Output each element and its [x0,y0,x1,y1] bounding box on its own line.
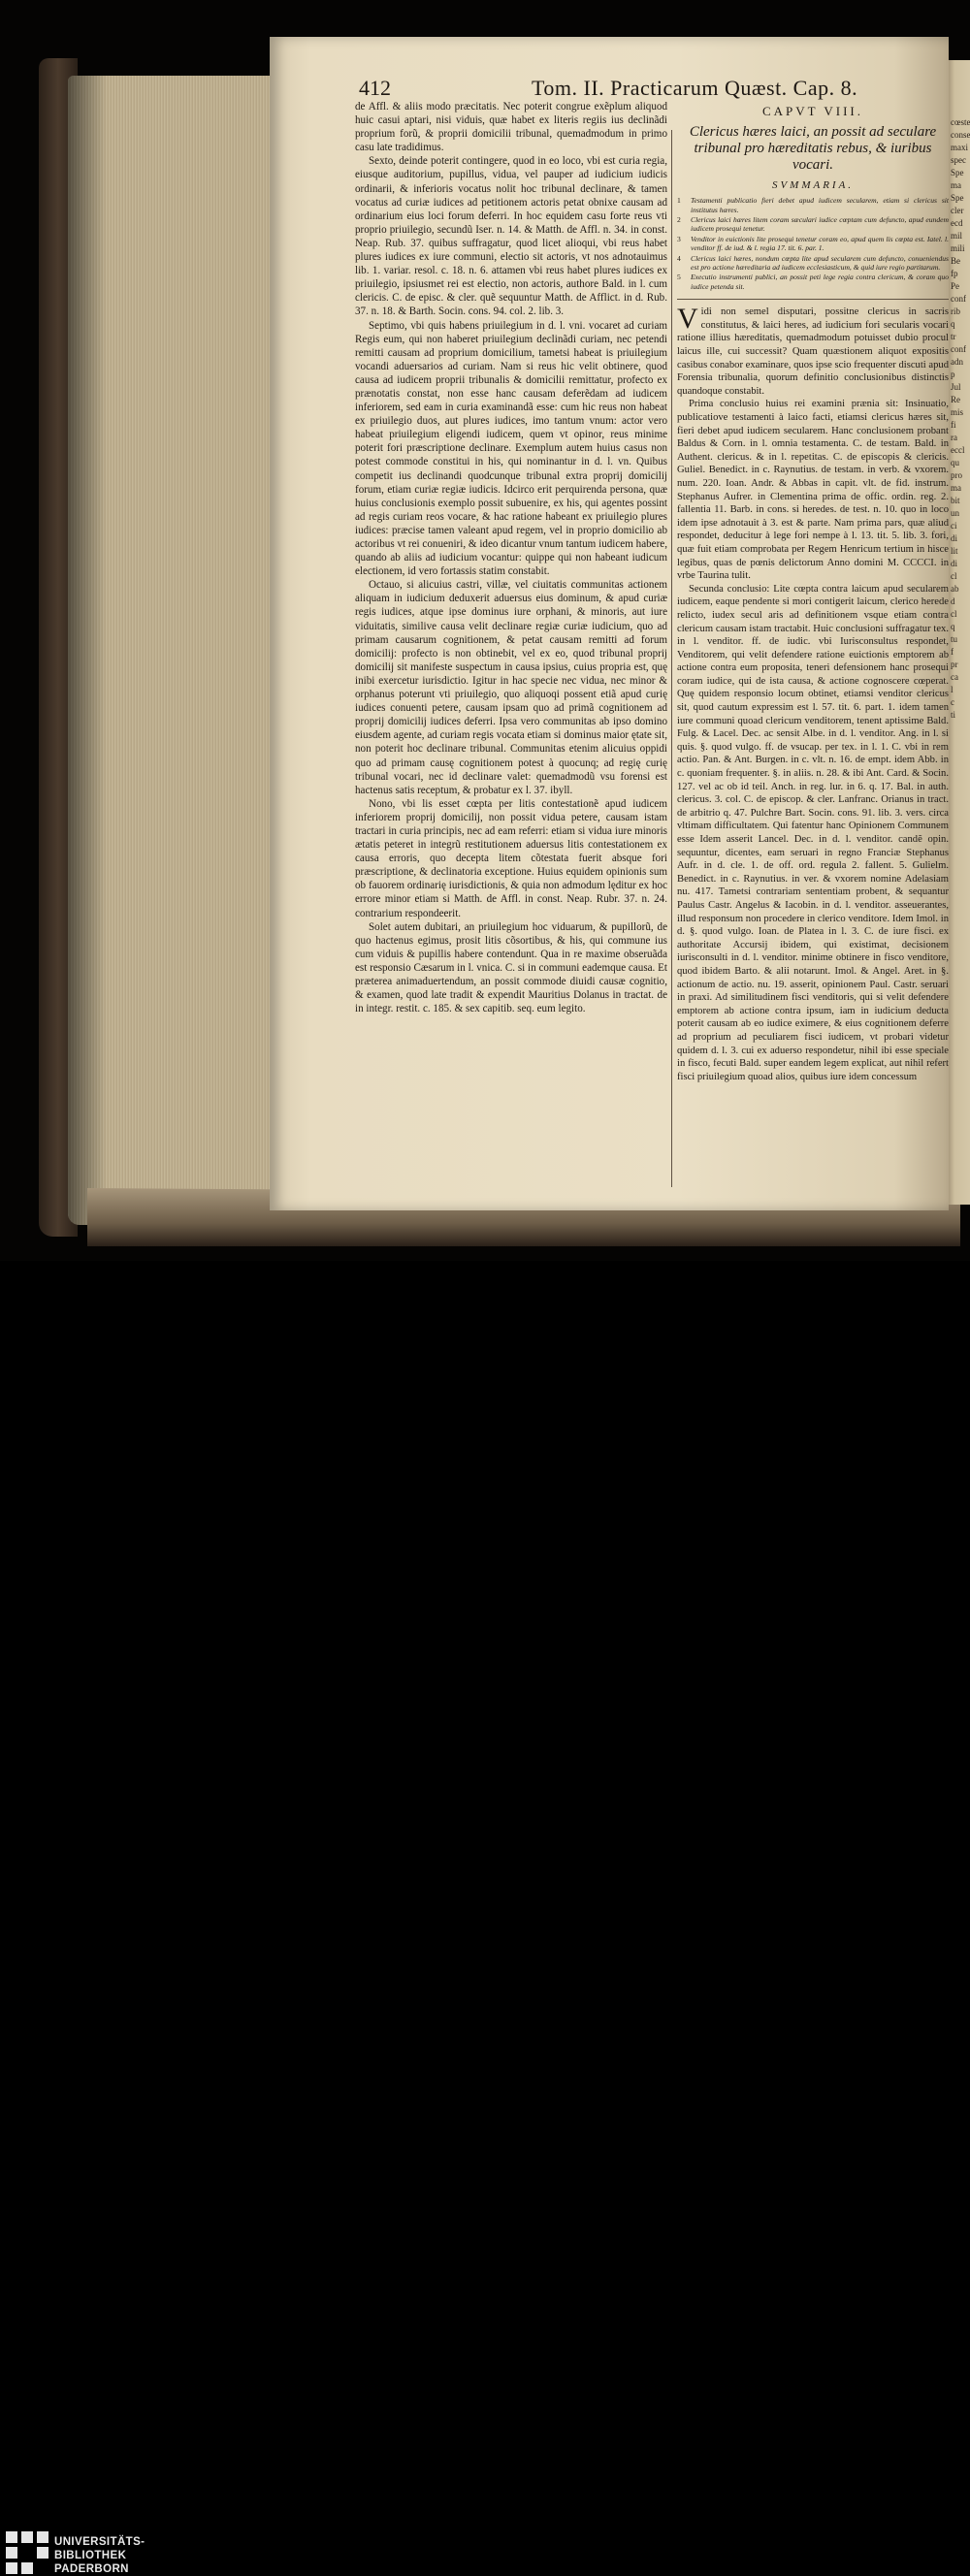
facing-page-fragment: fp [951,269,958,278]
left-paragraph: de Affl. & aliis modo præcitatis. Nec poterit congrue exẽplum aliquod huic casui aptari, nisi viduis, quæ habet ex literis regiis ius declinãdi proprium forũ, & proprii domicilii tribunal, quemadmodum in primo casu late tradidimus. [355,101,667,154]
facing-page-fragment: Be [951,256,960,266]
facing-page-fragment: eccl [951,445,965,455]
facing-page-fragment: f [951,647,954,657]
facing-page-fragment: ecd [951,218,963,228]
facing-page-fragment: qu [951,458,959,467]
facing-page-fragment: conf [951,294,966,304]
facing-page-fragment: mili [951,243,965,253]
facing-page-fragment: di [951,559,958,568]
printed-page [270,37,949,1210]
facing-page-fragment: q [951,319,955,329]
summary-item [677,254,949,273]
left-paragraph: Octauo, si alicuius castri, villæ, vel ciuitatis communitas actionem aliquam in iudicium deduxerit aduersus eius dominum, & apud curiæ regis iudices, atque ipse dominus iure orphani, & minoris, aut iure viduitatis, similive causa velit declinare regiæ curiæ iudicium, quo ad primam causarum cognitionem, & petat causam remitti ad forum domicilij: profecto is non obtinebit, vel ex eo, quod tribunal proprij domicilij sit manifeste suspectum in causa ipsius, cuius propria est, quę inibi exercetur iurisdictio. Igitur in hac specie nec vidua, nec minor & orphanus poterunt vti priuilegio, quo aliquoqi possent etiã apud curię iudices conuenti petere, causam ipsam quo ad primã cognitionem ad proprij domicilij iudices deferri. Ipsa vero communitas ab ipso domino eiusdem agente, ad curiam regis vocata etiam si dominus maior ętate sit, non poterit hoc declinare tribunal. Communitas etenim alicuius oppidi quo ad primam causę cognitionem potest à quocunq; ad regię curię tribunal vocari, nec id declinare valet: quemadmodũ vsu forensi est hactenus satis receptum, & probatur ex l. 37. ibyll. [355,579,667,796]
book-scan [0,0,970,1261]
library-logo-icon [6,2531,48,2574]
right-paragraph [677,303,949,398]
summary-item [677,235,949,253]
facing-page-fragment: di [951,533,958,543]
facing-page-fragment: q [951,622,955,631]
facing-page-fragment: mil [951,231,963,241]
facing-page-fragment: ci [951,521,957,531]
left-paragraph: Sexto, deinde poterit contingere, quod in eo loco, vbi est curia regia, eiusque auditorium, pupillus, vidua, vel pauper ad iudicium iudicis ordinarii, & inferioris vocatus nolit hoc tribunal declinare, & tamen vocatus ad curiæ iudices ad petitionem actoris petat obnixe causam ad ordinarium eius loci forum deferri. In hoc equidem casu forte reus vti proprio priuilegio, secundũ Iser. n. 14. & Matth. de Affl. n. 34. in const. Neap. Rub. 37. quibus suffragatur, quod licet alioqui, vbi reus habet plures iudices ex iure communi, electio sit actoris, vt nos adnotauimus lib. 1. variar. resol. c. 18. n. 6. attamen vbi reus habet plures iudices ex priuilegio, ipsiusmet rei est electio, non actoris, authore Bald. in l. cum clericis. C. de episc. & cler. quẽ sequuntur Matth. de Afflict. in d. Rub. 37. n. 18. & Barth. Socin. cons. 94. col. 2. lib. 3. [355,155,667,318]
facing-page-fragment: bit [951,496,960,505]
facing-page-fragment: l [951,685,954,694]
facing-page-fragment: cl [951,571,957,581]
left-paragraph: Nono, vbi lis esset cœpta per litis contestationẽ apud iudicem inferiorem proprij domicilij, non possit vidua petere, causam istam tractari in curia principis, nec ad eam referri: etiam si vidua iure minoris ætatis peteret in integrũ restitutionem aduersus litis contestationem ex causa erroris, quo decepta litem cõtestata fuerit absque fori præscriptione, & declinatoria exceptione. Huius equidem opinionis sum ob fauorem ordinarię iurisdictionis, & quia non admodum lęditur ex hoc errore minor etiam si Matth. de Affl. in const. Neap. Rubr. 37. n. 24. contrarium respondeerit. [355,797,667,919]
facing-page-fragment: lit [951,546,958,556]
facing-page-fragment: Spe [951,168,964,177]
page-edge-shadow [68,76,107,1225]
paragraph-text: idi non semel disputari, possitne clericus in sacris constitutus, & laici heres, ad iudicium fori secularis vocari ratione illius hæreditatis, quemadmodum potuisset dubio procul laicus ille, cui successit? Quam quæstionem aliquot expositis casibus conabor examinare, quos ipse scio frequenter discuti apud Forensia tribunalia, quorum definitio conclusionibus distinctis quandoque constabit. [677,306,949,397]
facing-page-text-fragments [951,116,970,1086]
facing-page-fragment: pro [951,470,962,480]
facing-page-fragment: ca [951,672,958,682]
facing-page-fragment: conf [951,344,966,354]
summary-list [677,196,949,291]
right-paragraph: Secunda conclusio: Lite cœpta contra laicum apud secularem iudicem, eaque pendente si mori contigerit laicum, clerico herede relicto, iudex secul aris ad definitionem vsque etiam contra clericum causam istam tractabit. Huic conclusioni suffragatur tex. in l. venditor. ff. de iudic. vbi Iurisconsultus respondet, Venditorem, qui velit defendere ratione euictionis emptorem ab actione contra eum proposita, teneri defensionem hanc prosequi coram iudice, qui de ista causa, & actione cognoscere cœperat. Quę quidem responsio locum obtinet, etiamsi venditor clericus sit, quod cautum expressim est l. 57. tit. 6. part. 1. idem tamen iure communi quoad clericum venditorem, tenent aptissime Bald. Fulg. & Lacel. Dec. ac sensit Albe. in d. l. venditor. Ang. in l. si quis. §. quod vulgo. ff. de vsucap. per tex. in l. 1. C. vbi in rem actio. Pan. & Ant. Burgen. in c. vlt. n. 16. de empt. idem Abb. in c. quoniam frequenter. §. in aliis. n. 28. & ibi Ant. Card. & Socin. 127. vel ac ob id teil. Anch. in reg. lur. in 6. q. 17. Bal. in auth. clericus. 3. col. C. de episcop. & cler. Lanfranc. Orianus in tract. de arbitrio q. 47. Pulchre Bart. Socin. cons. 91. lib. 3. vers. circa vltimam difficultatem. Qui fatentur hanc Opinionem Communem esse Idem asserit Lancel. Dec. in d. l. venditor. candẽ opin. sequuntur, dicentes, eam seruari in regno Franciæ Stephanus Aufr. in d. cle. 1. de off. ord. regula 2. fallent. 5. Gulielm. Benedict. in c. Raynutius. in ver. & vxorem nomine Adelasiam nu. 417. Tametsi contrariam sententiam probent, & sequantur Paulus Castr. Angelus & Iacobin. in d. l. venditor. asseuerantes, illud responsum non procedere in clerico venditore. Idem Imol. in d. §. quod vulgo. Ioan. de Platea in l. 3. C. de iure fisci. ex authoritate Accursij ibidem, qui existimat, decisionem iurisconsulti in d. l. venditor. minime obtinere in fisco venditore, quod ibidem Barto. & alii notarunt. Imol. & Angel. Aret. in §. actionum de actio. nu. 19. asserit, opinionem Paul. Castr. seruari in praxi. Ad similitudinem fisci venditoris, qui si velit defendere emptorem ab actione contra ipsum, iam in iudicium deducta poterit causam ab eo iudice eximere, & eius cognitionem deferre ad proprium ad peculiarem fisci iudicem, vt probari videtur quidem d. l. 3. cui ex aduerso respondetur, nihil ibi esse speciale in fisco, fecuti Bald. super eandem legem explicat, aut nihil refert fisci priuilegium quoad alios, quibus iure idem concessum [677,583,949,1082]
facing-page-fragment: pr [951,660,958,669]
page-number: 412 [359,76,391,100]
summary-item-number: 3 [677,234,681,243]
right-paragraphs [677,303,949,1083]
library-name [54,2535,145,2576]
chapter-heading: CAPVT VIII. [761,105,864,118]
summary-heading: SVMMARIA. [771,178,855,191]
column-divider [671,130,672,1187]
summary-divider [677,299,949,300]
library-footer [0,1261,970,2575]
left-paragraph: Solet autem dubitari, an priuilegium hoc viduarum, & pupillorũ, de quo hactenus egimus, prosit litis cõsortibus, & his, qui commune ius cum viduis & pupillis habere contendunt. Qua in re maxime obseruãda est responsio Cæsarum in l. vnica. C. si in communi eademque causa. Et præterea animaduertendum, an possit commode diuidi causæ cognitio, & examen, quod late tradit & expendit Mauritius Dolanus in tractat. de in integr. restit. c. 185. & sex capitib. seq. eum legito. [355,920,667,1015]
summary-item-text: Clericus laici hæres, nondum cœpta lite apud secularem cum defuncto, conueniendus est pro actione hæreditaria ad iudicem ecclesiasticum, & quid iure regio partitarum. [691,253,949,273]
summary-item-number: 5 [677,273,681,282]
facing-page-fragment: Jul [951,382,961,392]
library-name-line1: UNIVERSITÄTS- [54,2536,146,2548]
summary-item-number: 2 [677,215,681,224]
left-paragraph: Septimo, vbi quis habens priuilegium in d. l. vni. vocaret ad curiam Regis eum, qui non haberet priuilegium declinãdi curiam, nec petendi remitti causam ad proprium domicilium, tametsi habeat is priuilegium vocandi aduersarios ad curiam. Nam si reus hic velit obtinere, quod causa ad iudicem proprii tribunalis & domicilii remittatur, profecto ex prænotatis constat, non esse hanc causam deferẽdam ad iudicem inferiorem, sed eam in curia examinandã esse: cum hic reus non habeat ex priuilegio duos, aut plures iudices, imo tantum vnum: actor vero habeat priuilegium eligendi iudicem, quem vt opinor, reus minime poterit fori præscriptione declinare. Exemplum autem huius casus non potest commode constitui in his, qui nominantur in d. l. vn. Quibus competit ius declinandi quodcunque tribunal extra proprij domicilij forum, etiam curiæ regiæ iudicis. Idcirco erit perquirenda persona, quæ huius conclusionis exemplo possit subuenire, ex his, qui agentes possint ad regis curiam reos vocare, & hac ratione habeant ex priuilegio plures iudices: præcise tamen valeant apud regem, vel in proprio domicilio ab actoribus vt rei conueniri, & ideo dicantur vnum tantum iudicem habere, quando ab aliis ad iudicium vocantur: quippe qui non habeant iudicum electionem, id vero fortassis statim constabit. [355,319,667,578]
chapter-title: Clericus hæres laici, an possit ad seculare tribunal pro hæreditatis rebus, & iuribus vocari. [689,123,937,173]
facing-page-fragment: ab [951,584,959,594]
facing-page-fragment: tu [951,634,958,644]
running-head: Tom. II. Practicarum Quæst. Cap. 8. [532,76,858,100]
summary-item-text: Executio instrumenti publici, an possit peti lege regia contra clericum, & coram quo iudice petenda sit. [691,273,949,291]
facing-page-fragment: rib [951,306,960,316]
summary-item-number: 1 [677,196,681,206]
summary-item-text: Clericus laici hæres litem coram sæculari iudice cœptam cum defuncto, apud eundem iudicem prosequi tenetur. [691,215,949,234]
facing-page-fragment: p [951,370,955,379]
facing-page-fragment: fi [951,420,956,430]
facing-page-fragment: Re [951,395,960,404]
facing-page-fragment: c [951,697,954,707]
summary-item-text: Venditor in euictionis lite prosequi tenetur coram eo, apud quem lis cœpta est. Iatel. l. venditor ff. de iud. & l. regia 17. tit. 6. par. 1. [691,234,949,253]
facing-page-fragment: cler [951,206,964,215]
facing-page-fragment: un [951,508,959,518]
facing-page-fragment: maxi [951,143,968,152]
facing-page-fragment: adn [951,357,963,367]
facing-page-fragment: Spe [951,193,964,203]
facing-page-fragment: cl [951,609,957,619]
facing-page-fragment: tr [951,332,956,341]
library-name-line2: BIBLIOTHEK [54,2550,127,2561]
right-paragraph: Prima conclusio huius rei examini prænia sit: Insinuatio, publicatiove testamenti à laico facti, etiamsi clericus hæres sit, fieri debet apud iudicem secularem. Hanc conclusionem probant Baldus & Corn. in l. omnia testamenta. C. de testam. Bald. in Authent. clericus. & in l. repetitas. C. de episcopis & clericis. Guliel. Benedict. in c. Raynutius. de testam. in verb. & vxorem. num. 220. Ioan. Andr. & Abbas in capit. vlt. de fid. instrum. Stephanus Aufrer. in Clementina prima de offic. ordin. reg. 2. fallentia 11. Barb. in cons. si heredes. de test. n. 10. quo in loco idem ipse adnotauit à 3. est & parte. Nam prima pars, quæ aliud respondet, deducitur à lege fori nempe à l. 13. tit. 5. lib. 3. fori, quæ fuit etiam comprobata per Regem Henricum tertium in hisce legibus, quas de pœnis delictorum Anno domini M. CCCCI. in vrbe Taurina tulit. [677,399,949,582]
drop-cap: V [677,303,698,336]
facing-page-fragment: cœste [951,117,970,127]
facing-page-fragment: ma [951,483,961,493]
summary-item-number: 4 [677,253,681,263]
library-name-line3: PADERBORN [54,2563,129,2575]
facing-page-fragment: d [951,596,955,606]
facing-page-fragment: conse [951,130,970,140]
facing-page-fragment: ra [951,433,957,442]
facing-page-fragment: Pe [951,281,959,291]
summary-item-text: Testamenti publicatio fieri debet apud iudicem secularem, etiam si clericus sit institutus hæres. [691,196,949,214]
right-text-column [677,105,949,1186]
summary-item [677,196,949,214]
left-text-column [355,100,667,1181]
facing-page-fragment: mis [951,407,964,417]
facing-page-fragment: spec [951,155,966,165]
facing-page-fragment: ma [951,180,961,190]
summary-item [677,273,949,291]
facing-page-fragment: ti [951,710,956,720]
summary-item [677,215,949,234]
